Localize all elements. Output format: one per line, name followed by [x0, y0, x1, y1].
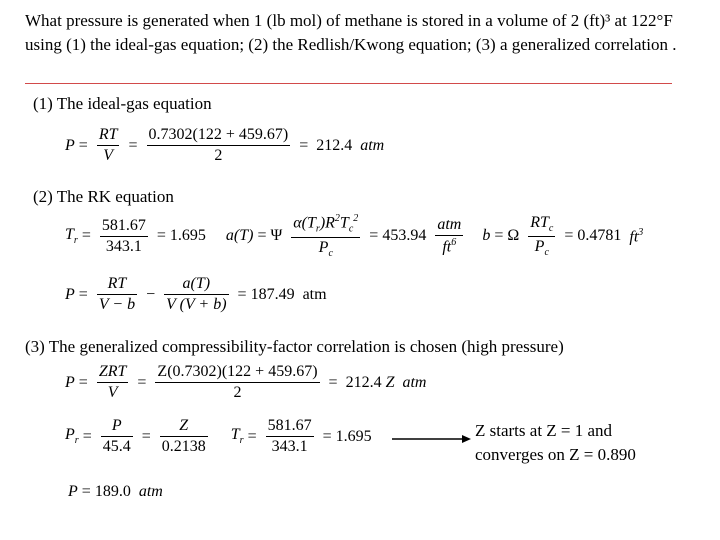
- b-unit: ft: [629, 228, 639, 246]
- question-text: What pressure is generated when 1 (lb mol) of methane is stored in a volume of 2 (ft)³ at 122°F using (1) the ideal-gas equation; (2) the Redlish/Kwong equation; (3) a generalized correlation .: [25, 11, 677, 54]
- eq4-unit: atm: [402, 373, 427, 391]
- a-value: 453.94: [382, 227, 427, 245]
- section-generalized-heading: (3) The generalized compressibility-factor correlation is chosen (high pressure): [25, 337, 564, 356]
- eq1-numerator: 0.7302(122 + 459.67): [147, 127, 291, 146]
- tr-denominator: 343.1: [105, 237, 142, 255]
- tr2-denominator: 343.1: [271, 438, 308, 455]
- section-ideal-gas-heading: (1) The ideal-gas equation: [33, 94, 212, 113]
- eq1-unit: atm: [360, 136, 385, 154]
- ideal-gas-equation: P = $\frac{RT}{V}$ = $\frac{0.7302(122 + 459.67)}{2}$ = 212.4 atm: [65, 126, 385, 164]
- divider-line: [25, 83, 672, 84]
- a-unit-bottom: ft: [442, 238, 452, 256]
- rk-p-unit: atm: [302, 285, 327, 303]
- b-value: 0.4781: [577, 227, 622, 245]
- note-line-2: converges on Z = 0.890: [475, 445, 636, 464]
- final-p-unit: atm: [138, 483, 163, 501]
- tr2-value: 1.695: [335, 427, 372, 445]
- tr2-numerator: 581.67: [266, 418, 314, 437]
- tr-value: 1.695: [169, 227, 206, 245]
- pc-value: 45.4: [102, 438, 131, 455]
- eq4-result: 212.4: [345, 373, 382, 391]
- tr-numerator: 581.67: [100, 218, 148, 237]
- rk-pressure-equation: P = $\frac{RT}{V - b}$ − $\frac{a(T)}{V (V + b)}$ = 187.49 atm: [65, 275, 327, 313]
- rk-p-value: 187.49: [250, 285, 295, 303]
- eq1-denominator: 2: [214, 147, 223, 164]
- note-line-1: Z starts at Z = 1 and: [475, 421, 613, 440]
- eq4-numerator: Z(0.7302)(122 + 459.67): [155, 364, 319, 383]
- rk-parameters-equation: $T_r$ = $\frac{581.67}{343.1}$ = 1.695 a(T) = Ψ $\frac{\alpha(T_r)R^2T_c^2}{P_c}$ = 453.94 $\frac{\text{atm}}{ft^6}$ b = Ω $\frac{RT_c}{P_c}$ = 0.4781 $ft^3$: [65, 213, 644, 259]
- generalized-pressure-equation: P = $\frac{\text{ZRT}}{V}$ = $\frac{Z(0.7302)(122 + 459.67)}{2}$ = 212.4 Z atm: [65, 363, 427, 401]
- a-unit-top: atm: [435, 217, 463, 236]
- section-rk-heading: (2) The RK equation: [33, 187, 174, 206]
- eq1-result: 212.4: [316, 136, 353, 154]
- reduced-properties-equation: $P_r$ = $\frac{P}{45.4}$ = $\frac{Z}{0.2138}$ $T_r$ = $\frac{581.67}{343.1}$ = 1.695: [65, 417, 372, 455]
- final-p-value: 189.0: [94, 483, 131, 501]
- final-pressure-equation: P = 189.0 atm: [68, 483, 163, 501]
- eq4-denominator: 2: [233, 384, 242, 401]
- zc-value: 0.2138: [161, 438, 206, 455]
- arrow-right-icon: [392, 434, 472, 444]
- iteration-note: [475, 419, 636, 467]
